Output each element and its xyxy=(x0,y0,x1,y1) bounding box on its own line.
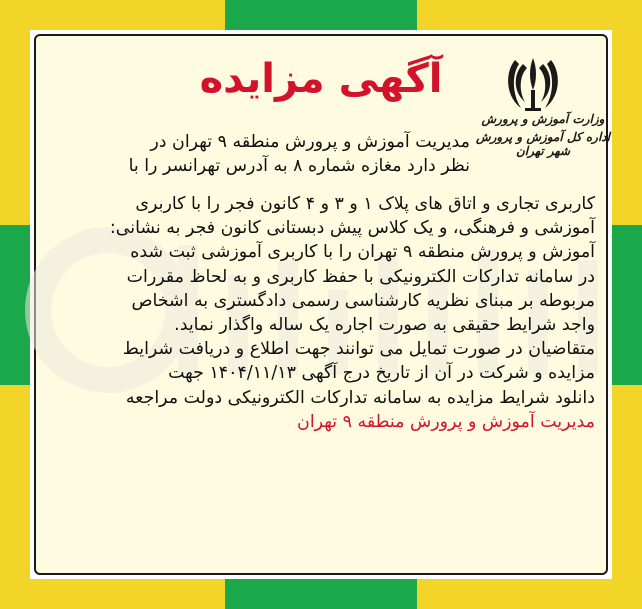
ministry-header xyxy=(468,112,618,158)
ministry-line-1: وزارت آموزش و پرورش xyxy=(481,112,605,126)
body-line: در سامانه تدارکات الکترونیکی با حفظ کاربری و به لحاظ مقررات xyxy=(126,266,595,287)
notice-title: آگهی مزایده xyxy=(199,56,443,102)
frame-top-left-bar xyxy=(0,0,225,30)
body-line: متقاضیان در صورت تمایل می توانند جهت اطلاع و دریافت شرایط xyxy=(122,339,595,360)
body-line: مربوطه بر مبنای نظریه کارشناسی رسمی دادگستری به اشخاص xyxy=(131,290,595,311)
frame-left-top-bar xyxy=(0,30,30,225)
body-line: مزایده و شرکت در آن از تاریخ درج آگهی ۱۴۰۴/۱۱/۱۳ جهت xyxy=(168,363,595,384)
body-line: واجد شرایط حقیقی به صورت اجاره یک ساله واگذار نماید. xyxy=(174,315,595,336)
body-line: دانلود شرایط مزایده به سامانه تدارکات الکترونیکی دولت مراجعه xyxy=(125,387,595,408)
frame-left-bottom-bar xyxy=(0,385,30,579)
body-line: آموزشی و فرهنگی، و یک کلاس پیش دبستانی کانون فجر به نشانی: xyxy=(109,218,595,239)
frame-top-green-bar xyxy=(225,0,417,30)
ministry-line-2: اداره کل آموزش و پرورش شهر تهران xyxy=(475,130,610,158)
frame-bottom-left-bar xyxy=(0,579,225,609)
body-line: آموزش و پرورش منطقه ۹ تهران را با کاربری آموزشی ثبت شده xyxy=(130,242,595,263)
notice-body-top xyxy=(50,130,470,178)
iran-emblem-icon xyxy=(505,54,561,114)
frame-right-bottom-bar xyxy=(612,385,642,579)
frame-bottom-right-bar xyxy=(417,579,642,609)
frame-top-right-bar xyxy=(417,0,642,30)
notice-body-main xyxy=(47,192,595,434)
notice-signature: مدیریت آموزش و پرورش منطقه ۹ تهران xyxy=(297,411,595,432)
body-line: مدیریت آموزش و پرورش منطقه ۹ تهران در xyxy=(150,132,470,152)
body-line: کاربری تجاری و اتاق های پلاک ۱ و ۳ و ۴ کانون فجر را با کاربری xyxy=(135,194,595,214)
frame-bottom-green-bar xyxy=(225,579,417,609)
body-line: نظر دارد مغازه شماره ۸ به آدرس تهرانسر را با xyxy=(128,156,470,177)
